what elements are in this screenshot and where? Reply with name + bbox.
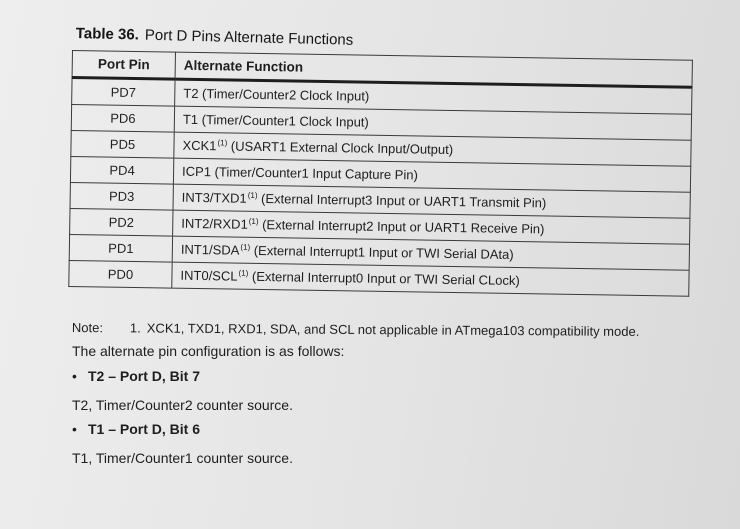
function-text: INT3/TXD1: [181, 189, 247, 206]
bullet-icon: •: [72, 421, 77, 437]
header-port-pin: Port Pin: [72, 51, 175, 80]
function-description: (External Interrupt1 Input or TWI Serial DAta): [250, 242, 514, 262]
pin-cell: PD6: [71, 105, 174, 133]
note-text: XCK1, TXD1, RXD1, SDA, and SCL not applicable in ATmega103 compatibility mode.: [146, 320, 640, 339]
bullet-paragraph: T2, Timer/Counter2 counter source.: [72, 397, 293, 413]
table-note: [72, 320, 640, 339]
table-caption-title: Port D Pins Alternate Functions: [144, 26, 354, 49]
pin-function-table: [68, 50, 693, 297]
port-d-table: [68, 50, 693, 297]
bullet-heading: [72, 368, 200, 384]
function-description: (USART1 External Clock Input/Output): [227, 138, 454, 157]
function-text: T1 (Timer/Counter1 Clock Input): [182, 111, 369, 130]
bullet-heading: [72, 421, 200, 437]
bullet-icon: •: [72, 368, 77, 384]
footnote-ref: (1): [217, 138, 228, 148]
function-text: T2 (Timer/Counter2 Clock Input): [183, 85, 370, 104]
footnote-ref: (1): [238, 268, 249, 278]
footnote-ref: (1): [248, 216, 259, 226]
function-text: INT2/RXD1: [181, 215, 248, 232]
bullet-paragraph: T1, Timer/Counter1 counter source.: [72, 450, 293, 466]
function-text: ICP1 (Timer/Counter1 Input Capture Pin): [181, 163, 418, 183]
note-label: Note:: [71, 320, 104, 336]
bullet-heading-text: T2 – Port D, Bit 7: [88, 368, 201, 384]
footnote-ref: (1): [247, 190, 258, 200]
pin-cell: PD3: [70, 182, 173, 210]
function-description: (External Interrupt3 Input or UART1 Transmit Pin): [257, 190, 547, 211]
function-text: XCK1: [182, 137, 217, 154]
intro-paragraph: The alternate pin configuration is as follows:: [72, 343, 345, 359]
bullet-heading-text: T1 – Port D, Bit 6: [88, 421, 201, 437]
pin-cell: PD1: [69, 234, 172, 262]
table-caption-label: Table 36.: [75, 25, 140, 44]
table-caption: [76, 25, 354, 49]
function-description: (External Interrupt2 Input or UART1 Receive Pin): [258, 216, 545, 237]
pin-cell: PD7: [72, 78, 175, 107]
pin-cell: PD5: [71, 130, 174, 158]
note-number: 1.: [129, 320, 141, 336]
header-alternate-function: Alternate Function: [175, 52, 692, 87]
function-description: (External Interrupt0 Input or TWI Serial CLock): [248, 268, 520, 289]
pin-cell: PD2: [70, 208, 173, 236]
function-text: INT1/SDA: [180, 241, 240, 258]
pin-cell: PD0: [69, 260, 172, 288]
function-text: INT0/SCL: [180, 267, 238, 284]
footnote-ref: (1): [240, 242, 251, 252]
pin-cell: PD4: [70, 156, 173, 184]
